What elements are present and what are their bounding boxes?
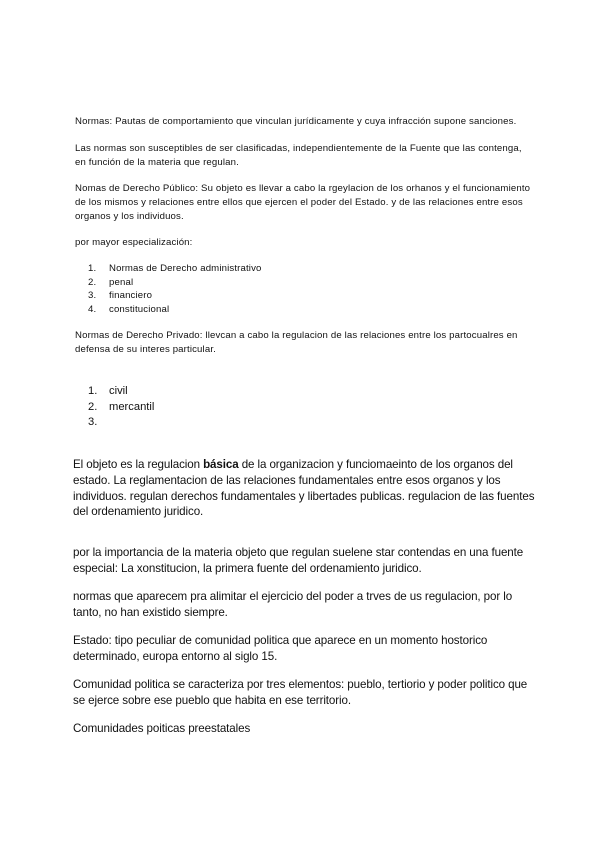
list-item xyxy=(88,262,262,276)
list-item xyxy=(88,400,154,416)
list-derecho-publico xyxy=(88,262,262,316)
list-item xyxy=(88,384,154,400)
paragraph-objeto-bold: básica xyxy=(203,458,239,471)
paragraph-derecho-publico: Nomas de Derecho Público: Su objeto es llevar a cabo la rgeylacion de los orhanos y el funcionamiento de los mismos y relaciones entre ellos que ejercen el poder del Estado. y de las relaciones entre esos organos y los individuos. xyxy=(75,183,531,222)
list-derecho-privado xyxy=(88,384,154,431)
paragraph-importancia: por la importancia de la materia objeto que regulan suelene star contendas en una fuente especial: La xonstitucion, la primera fuente del ordenamiento juridico. xyxy=(73,546,524,575)
list-item-text: penal xyxy=(109,276,134,288)
list-item-number: 1. xyxy=(88,385,98,397)
list-item-number: 2. xyxy=(88,400,98,413)
paragraph-aparecem: normas que aparecem pra alimitar el ejercicio del poder a trves de us regulacion, por lo tanto, no han existido siempre. xyxy=(73,590,513,619)
list-item xyxy=(88,289,262,303)
list-item-number: 3. xyxy=(88,290,97,302)
paragraph-especializacion: por mayor especialización: xyxy=(75,237,193,248)
list-item-text: Normas de Derecho administrativo xyxy=(109,263,262,274)
list-item-number: 4. xyxy=(88,303,97,315)
list-item-number: 1. xyxy=(88,263,97,274)
list-item-number: 2. xyxy=(88,276,97,288)
list-item-number: 3. xyxy=(88,416,98,428)
paragraph-estado: Estado: tipo peculiar de comunidad politica que aparece en un momento hostorico determinado, europa entorno al siglo 15. xyxy=(73,634,488,663)
list-item-text: civil xyxy=(109,385,128,397)
list-item-text: constitucional xyxy=(109,303,170,315)
list-item-text: financiero xyxy=(109,290,153,302)
paragraph-objeto xyxy=(73,457,535,520)
paragraph-normas: Normas: Pautas de comportamiento que vinculan jurídicamente y cuya infracción supone sanciones. xyxy=(75,116,517,127)
paragraph-susceptibles: Las normas son susceptibles de ser clasificadas, independientemente de la Fuente que las contenga, en función de la materia que regulan. xyxy=(75,143,522,168)
list-item xyxy=(88,276,262,290)
list-item xyxy=(88,415,154,431)
paragraph-comunidad: Comunidad politica se caracteriza por tres elementos: pueblo, tertiorio y poder politico que se ejerce sobre ese pueblo que habita en ese territorio. xyxy=(73,678,528,707)
paragraph-derecho-privado: Normas de Derecho Privado: llevcan a cabo la regulacion de las relaciones entre los partocualres en defensa de su interes particular. xyxy=(75,330,518,355)
paragraph-preestatales: Comunidades poiticas preestatales xyxy=(73,722,251,735)
paragraph-objeto-text-end: de la organizacion y funciomaeinto de los organos del estado. La reglamentacion de las relaciones fundamentales entre esos organos y los individuos. regulan derechos fundamentales y libertades publicas. regulacion de las fuentes del ordenamiento juridico. xyxy=(73,458,535,519)
paragraph-objeto-text-start: El objeto es la regulacion xyxy=(73,458,204,471)
list-item xyxy=(88,303,262,317)
list-item-text: mercantil xyxy=(109,400,155,413)
